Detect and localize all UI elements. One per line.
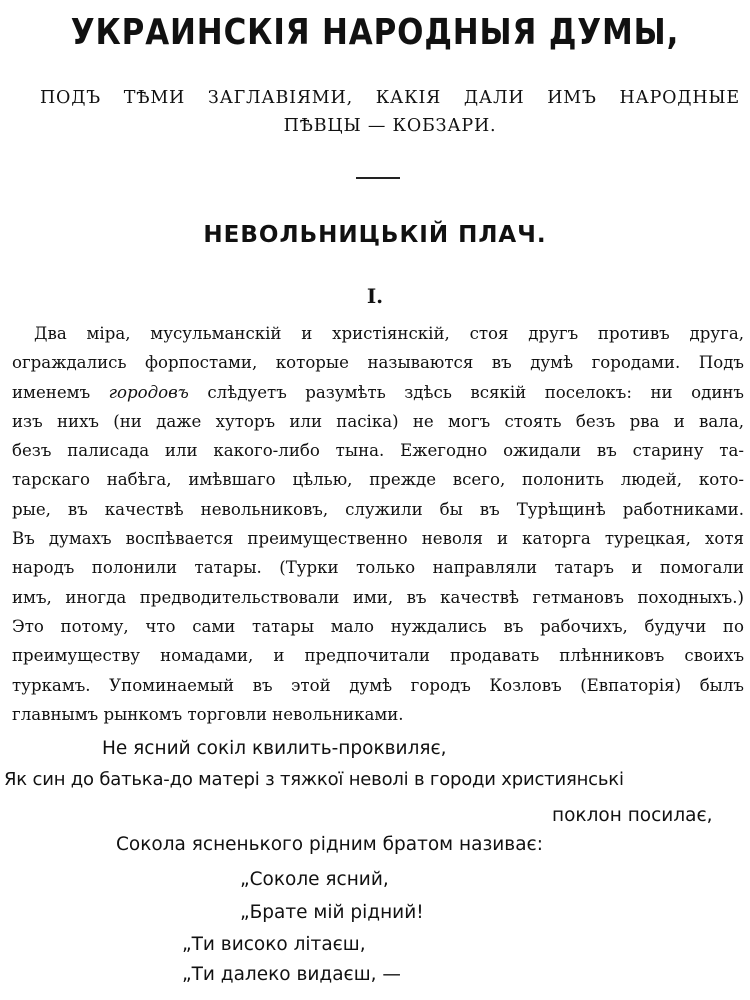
prose-line: безъ палисада или какого-либо тына. Ежегодно ожидали въ старину та- xyxy=(12,441,744,461)
page-title: УКРАИНСКІЯ НАРОДНЫЯ ДУМЫ, xyxy=(70,12,680,53)
verse-line: „Ти високо літаєш, xyxy=(182,934,366,955)
section-divider xyxy=(356,177,400,179)
prose-line: Въ думахъ воспѣвается преимущественно неволя и каторга турецкая, хотя xyxy=(12,529,744,549)
prose-line: тарскаго набѣга, имѣвшаго цѣлью, прежде всего, полонить людей, кото- xyxy=(12,470,744,490)
prose-paragraph xyxy=(12,319,744,729)
italic-term: городовъ xyxy=(108,382,189,402)
prose-line: имъ, иногда предводительствовали ими, въ качествѣ гетмановъ походныхъ.) xyxy=(12,587,744,607)
prose-line: рые, въ качествѣ невольниковъ, служили бы въ Турѣщинѣ работниками. xyxy=(12,499,744,519)
prose-line: главнымъ рынкомъ торговли невольниками. xyxy=(12,704,404,724)
section-number: I. xyxy=(366,284,384,308)
prose-line: Два міра, мусульманскій и христіянскій, стоя другъ противъ друга, xyxy=(34,324,744,343)
prose-line-with-italic xyxy=(12,378,744,407)
prose-line-start: именемъ xyxy=(12,382,109,402)
prose-line-rest: слѣдуетъ разумѣть здѣсь всякій поселокъ: ни одинъ xyxy=(188,382,744,402)
prose-line: народъ полонили татары. (Турки только направляли татаръ и помогали xyxy=(12,558,744,578)
subtitle-line-2: ПѢВЦЫ — КОБЗАРИ. xyxy=(283,116,497,136)
verse-line: поклон посилає, xyxy=(552,805,713,826)
section-heading: НЕВОЛЬНИЦЬКІЙ ПЛАЧ. xyxy=(203,222,547,248)
subtitle-line-1: ПОДЪ ТѢМИ ЗАГЛАВІЯМИ, КАКІЯ ДАЛИ ИМЪ НАРОДНЫЕ xyxy=(40,88,740,108)
prose-line: преимуществу номадами, и предпочитали продавать плѣнниковъ своихъ xyxy=(12,646,744,666)
prose-line: изъ нихъ (ни даже хуторъ или пасіка) не могъ стоять безъ рва и вала, xyxy=(12,411,744,431)
verse-line: Сокола ясненького рідним братом називає: xyxy=(116,834,543,855)
verse-line: „Брате мій рідний! xyxy=(240,902,424,923)
prose-line: ограждались форпостами, которые называются въ думѣ городами. Подъ xyxy=(12,353,744,373)
page-subtitle xyxy=(40,84,740,140)
verse-line: „Ти далеко видаєш, — xyxy=(182,964,401,985)
prose-line: Это потому, что сами татары мало нуждались въ рабочихъ, будучи по xyxy=(12,616,744,636)
verse-line: Не ясний сокіл квилить-проквиляє, xyxy=(102,738,447,759)
verse-line: Як син до батька-до матері з тяжкої неволі в городи християнські xyxy=(4,769,624,790)
prose-line: туркамъ. Упоминаемый въ этой думѣ городъ Козловъ (Евпаторія) былъ xyxy=(12,675,744,695)
verse-line: „Соколе ясний, xyxy=(240,869,389,890)
